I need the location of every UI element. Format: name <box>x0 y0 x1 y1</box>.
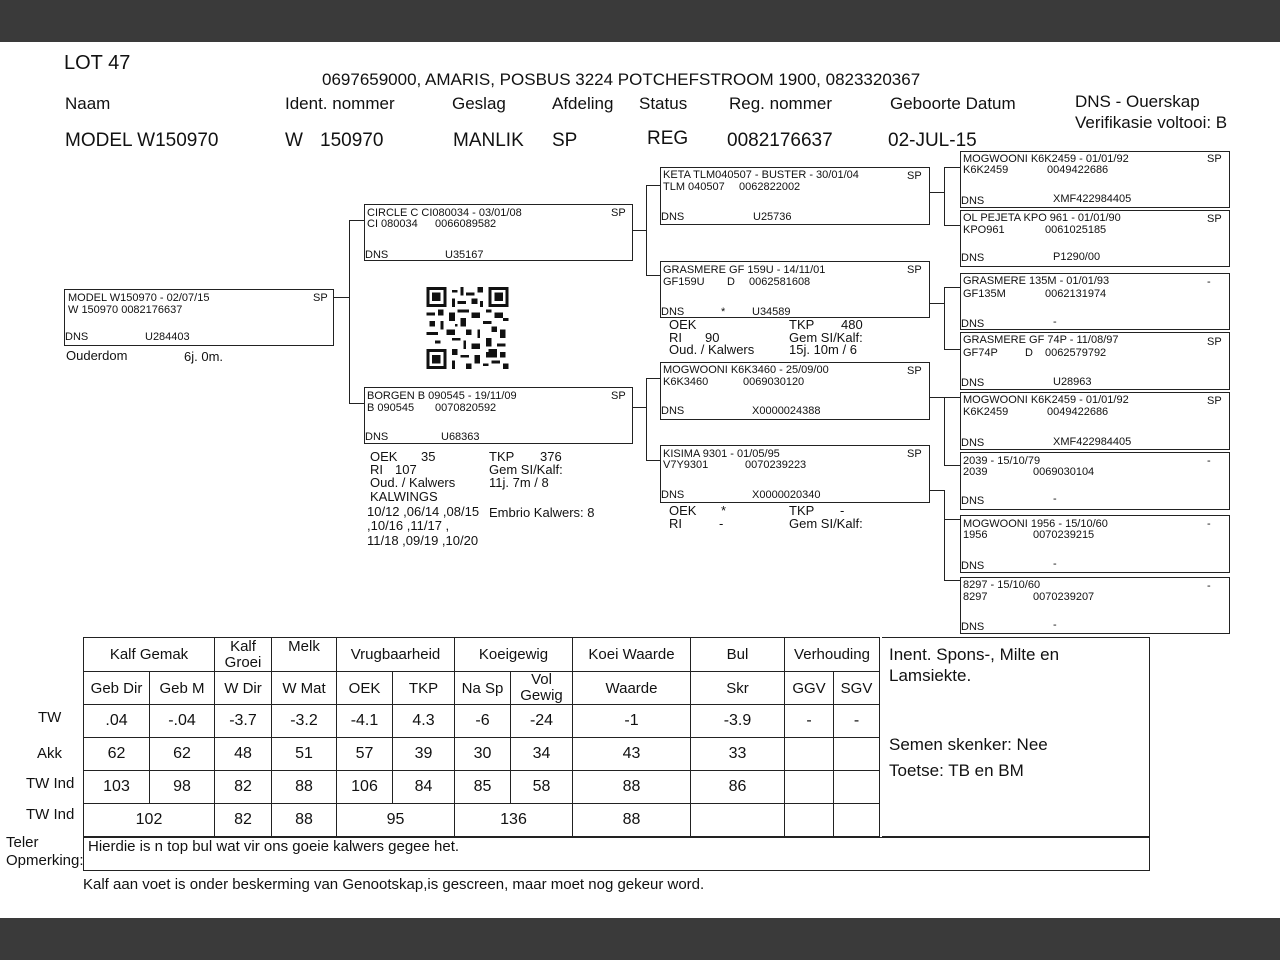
gen2-oek-label: OEK <box>669 317 697 332</box>
gen3-dns: DNS <box>961 318 985 330</box>
twind2-cell <box>834 804 880 837</box>
group-header: Melk <box>272 638 337 672</box>
col-header-line: Vol <box>531 671 552 688</box>
gen3-id: 1956 <box>963 529 988 541</box>
dam-sp: SP <box>611 390 626 402</box>
gen2-dns-code: U25736 <box>753 211 792 223</box>
sire-reg: 0066089582 <box>435 218 497 230</box>
gen3-box <box>960 151 1230 208</box>
group-header-line: Kalf <box>230 637 256 655</box>
akk-cell <box>785 738 834 771</box>
kalwings-line: ,10/16 ,11/17 , <box>367 518 450 533</box>
dam-gem-label: Gem SI/Kalf: <box>489 462 563 477</box>
dam-oud-label: Oud. / Kalwers <box>370 475 456 490</box>
dam-dns: DNS <box>365 431 389 443</box>
tw-cell: -3.9 <box>691 705 785 738</box>
sire-dns-code: U35167 <box>445 249 484 261</box>
col-header: Geb Dir <box>84 672 150 705</box>
tw-cell: .04 <box>84 705 150 738</box>
animal-id: W 150970 0082176637 <box>68 304 183 316</box>
label-status: Status <box>639 94 688 113</box>
dam-tkp-label: TKP <box>489 449 515 464</box>
gen3-reg: 0062579792 <box>1045 347 1107 359</box>
group-header <box>215 638 272 672</box>
gen3-dns-code: - <box>1053 558 1057 570</box>
gen3-sp: SP <box>1207 153 1222 165</box>
twind2-cell <box>691 804 785 837</box>
gen3-sp: - <box>1207 518 1211 530</box>
akk-cell: 43 <box>573 738 691 771</box>
col-header-line: Gewig <box>520 687 563 704</box>
twind-cell: 82 <box>215 771 272 804</box>
twind2-cell: 82 <box>215 804 272 837</box>
label-ident: Ident. nommer <box>285 94 395 113</box>
opmerking-label: Opmerking: <box>6 852 84 869</box>
col-header: Skr <box>691 672 785 705</box>
gen3-title: MOGWOONI K6K2459 - 01/01/92 <box>963 153 1129 165</box>
gen2-oek-label: OEK <box>669 503 697 518</box>
gen3-id: K6K2459 <box>963 406 1009 418</box>
notes-line: Lamsiekte. <box>889 666 972 685</box>
breeding-values-table <box>83 637 880 837</box>
gen3-dns: DNS <box>961 437 985 449</box>
twind2-cell: 95 <box>337 804 455 837</box>
notes-box <box>882 637 1150 837</box>
kalwings-label: KALWINGS <box>370 489 438 504</box>
animal-box <box>64 289 334 346</box>
gen3-reg: 0062131974 <box>1045 288 1107 300</box>
verifikasie: Verifikasie voltooi: B <box>1075 113 1228 132</box>
gen2-id: TLM 040507 <box>663 181 725 193</box>
tw-cell: -6 <box>455 705 511 738</box>
twind-cell: 84 <box>393 771 455 804</box>
gen3-sp: - <box>1207 455 1211 467</box>
row-label-twind: TW Ind <box>26 775 75 792</box>
tw-cell: -24 <box>511 705 573 738</box>
col-header <box>511 672 573 705</box>
tw-cell: -3.7 <box>215 705 272 738</box>
gen3-id: GF135M <box>963 288 1006 300</box>
gen2-id: K6K3460 <box>663 376 709 388</box>
gen3-dns: DNS <box>961 560 985 572</box>
gen3-sp: - <box>1207 580 1211 592</box>
gen2-dns: DNS <box>661 405 685 417</box>
footer-note: Kalf aan voet is onder beskerming van Genootskap,is gescreen, maar moet nog gekeur word. <box>83 876 705 893</box>
group-header: Koeigewig <box>455 638 573 672</box>
gen3-box <box>960 332 1230 390</box>
label-geboorte: Geboorte Datum <box>890 94 1016 113</box>
gen2-tkp-label: TKP <box>789 317 815 332</box>
breeder-line: 0697659000, AMARIS, POSBUS 3224 POTCHEFSTROOM 1900, 0823320367 <box>322 70 921 89</box>
value-afdeling: SP <box>552 130 578 151</box>
ouderdom-label: Ouderdom <box>66 348 128 363</box>
tw-cell: - <box>834 705 880 738</box>
gen2-box <box>660 445 930 503</box>
gen3-dns-code: XMF422984405 <box>1053 193 1132 205</box>
gen2-oud-label: Oud. / Kalwers <box>669 342 755 357</box>
sire-box <box>364 204 633 261</box>
value-geslag: MANLIK <box>453 130 524 151</box>
value-ident: 150970 <box>320 130 384 151</box>
tw-cell: -4.1 <box>337 705 393 738</box>
twind-cell: 88 <box>272 771 337 804</box>
value-naam: MODEL W150970 <box>65 130 219 151</box>
dam-ri-label: RI <box>370 462 383 477</box>
group-header: Verhouding <box>785 638 880 672</box>
label-reg: Reg. nommer <box>729 94 832 113</box>
gen3-reg: 0070239207 <box>1033 591 1095 603</box>
akk-cell: 39 <box>393 738 455 771</box>
gen2-dns-code: U34589 <box>752 306 791 318</box>
twind-cell: 88 <box>573 771 691 804</box>
twind-cell: 85 <box>455 771 511 804</box>
kalwings-line: 11/18 ,09/19 ,10/20 <box>367 533 479 548</box>
gen3-dns-code: U28963 <box>1053 376 1092 388</box>
akk-cell: 30 <box>455 738 511 771</box>
dam-title: BORGEN B 090545 - 19/11/09 <box>367 390 517 402</box>
gen2-gem-label: Gem SI/Kalf: <box>789 516 863 531</box>
group-header: Kalf Gemak <box>84 638 215 672</box>
akk-cell: 34 <box>511 738 573 771</box>
label-geslag: Geslag <box>452 94 506 113</box>
col-header: W Mat <box>272 672 337 705</box>
gen2-dns: DNS <box>661 211 685 223</box>
gen2-tkp: 480 <box>841 317 863 332</box>
dam-id: B 090545 <box>367 402 415 414</box>
animal-dns: DNS <box>65 331 89 343</box>
gen2-star: * <box>721 306 726 318</box>
gen2-oek-star: * <box>721 503 727 518</box>
col-header: TKP <box>393 672 455 705</box>
gen2-dns: DNS <box>661 306 685 318</box>
gen3-box <box>960 577 1230 634</box>
gen2-sp: SP <box>907 448 922 460</box>
gen3-title: OL PEJETA KPO 961 - 01/01/90 <box>963 212 1121 224</box>
gen2-tkp: - <box>840 503 845 518</box>
gen2-dns: DNS <box>661 489 685 501</box>
gen3-id: K6K2459 <box>963 164 1009 176</box>
twind-cell: 58 <box>511 771 573 804</box>
dam-oud: 11j. 7m / 8 <box>489 475 549 490</box>
twind2-cell: 88 <box>573 804 691 837</box>
col-header: GGV <box>785 672 834 705</box>
gen3-dns-code: P1290/00 <box>1053 251 1101 263</box>
row-label-tw: TW <box>38 709 62 726</box>
label-naam: Naam <box>65 94 111 113</box>
gen3-reg: 0070239215 <box>1033 529 1095 541</box>
gen2-reg: 0062581608 <box>749 276 811 288</box>
group-header: Vrugbaarheid <box>337 638 455 672</box>
group-header: Bul <box>691 638 785 672</box>
tw-cell: -.04 <box>150 705 215 738</box>
gen3-reg: 0061025185 <box>1045 224 1107 236</box>
twind2-cell <box>785 804 834 837</box>
akk-cell: 48 <box>215 738 272 771</box>
gen3-dns: DNS <box>961 377 985 389</box>
opmerking-box <box>83 837 1150 871</box>
gen3-sex: D <box>1025 347 1033 359</box>
sire-title: CIRCLE C CI080034 - 03/01/08 <box>367 207 522 219</box>
dam-reg: 0070820592 <box>435 402 497 414</box>
semen-skenker: Semen skenker: Nee <box>889 735 1048 754</box>
ouderdom-value: 6j. 0m. <box>184 349 224 364</box>
value-reg: 0082176637 <box>727 130 833 151</box>
gen3-title: GRASMERE GF 74P - 11/08/97 <box>963 334 1119 346</box>
col-header: SGV <box>834 672 880 705</box>
col-header: Geb M <box>150 672 215 705</box>
gen3-sp: SP <box>1207 336 1222 348</box>
gen3-reg: 0049422686 <box>1047 164 1109 176</box>
akk-cell: 62 <box>84 738 150 771</box>
gen3-sp: SP <box>1207 213 1222 225</box>
dam-oek: 35 <box>421 449 436 464</box>
gen2-dns-code: X0000020340 <box>752 489 821 501</box>
gen3-dns: DNS <box>961 252 985 264</box>
twind2-cell: 88 <box>272 804 337 837</box>
col-header: Na Sp <box>455 672 511 705</box>
twind2-cell: 136 <box>455 804 573 837</box>
twind2-cell: 102 <box>84 804 215 837</box>
row-label-akk: Akk <box>37 745 63 762</box>
dam-oek-label: OEK <box>370 449 398 464</box>
dam-tkp: 376 <box>540 449 562 464</box>
gen3-dns: DNS <box>961 195 985 207</box>
animal-dns-code: U284403 <box>145 331 190 343</box>
gen3-box <box>960 392 1230 450</box>
dam-box <box>364 387 633 444</box>
value-geboorte: 02-JUL-15 <box>888 130 977 151</box>
gen2-reg: 0070239223 <box>745 459 807 471</box>
gen3-dns-code: XMF422984405 <box>1053 436 1132 448</box>
dns-ouerskap: DNS - Ouerskap <box>1075 92 1200 111</box>
notes-line: Inent. Spons-, Milte en <box>889 645 1060 664</box>
qr-code <box>424 287 511 369</box>
gen2-ri: - <box>719 516 724 531</box>
group-header: Koei Waarde <box>573 638 691 672</box>
gen3-title: GRASMERE 135M - 01/01/93 <box>963 275 1110 287</box>
tw-cell: -3.2 <box>272 705 337 738</box>
gen3-title: 2039 - 15/10/79 <box>963 455 1041 467</box>
gen2-ri-label: RI <box>669 330 682 345</box>
gen2-title: MOGWOONI K6K3460 - 25/09/00 <box>663 364 829 376</box>
gen3-sp: - <box>1207 276 1211 288</box>
gen2-sp: SP <box>907 170 922 182</box>
col-header: W Dir <box>215 672 272 705</box>
gen2-title: KISIMA 9301 - 01/05/95 <box>663 448 780 460</box>
embrio-kalwers: Embrio Kalwers: 8 <box>489 505 595 520</box>
akk-cell: 62 <box>150 738 215 771</box>
gen3-dns-code: - <box>1053 316 1057 328</box>
twind-cell <box>834 771 880 804</box>
akk-cell <box>834 738 880 771</box>
gen2-box <box>660 261 930 318</box>
gen3-reg: 0049422686 <box>1047 406 1109 418</box>
sire-id: CI 080034 <box>367 218 418 230</box>
akk-cell: 51 <box>272 738 337 771</box>
sire-dns: DNS <box>365 249 389 261</box>
gen2-reg: 0069030120 <box>743 376 805 388</box>
lot-number: LOT 47 <box>64 52 131 74</box>
twind-cell <box>785 771 834 804</box>
gen3-dns-code: - <box>1053 619 1057 631</box>
tw-cell: -1 <box>573 705 691 738</box>
gen2-reg: 0062822002 <box>739 181 801 193</box>
group-header-line: Groei <box>224 653 262 671</box>
gen2-id: V7Y9301 <box>663 459 709 471</box>
value-ident-prefix: W <box>285 130 303 151</box>
kalwings-line: 10/12 ,06/14 ,08/15 <box>367 504 480 519</box>
gen3-id: 8297 <box>963 591 988 603</box>
gen3-sp: SP <box>1207 395 1222 407</box>
gen3-title: MOGWOONI K6K2459 - 01/01/92 <box>963 394 1129 406</box>
gen2-title: KETA TLM040507 - BUSTER - 30/01/04 <box>663 169 859 181</box>
gen3-dns: DNS <box>961 495 985 507</box>
opmerking-text: Hierdie is n top bul wat vir ons goeie kalwers gegee het. <box>88 838 460 855</box>
tw-cell: - <box>785 705 834 738</box>
dam-ri: 107 <box>395 462 417 477</box>
twind-cell: 106 <box>337 771 393 804</box>
gen2-sp: SP <box>907 365 922 377</box>
gen3-id: 2039 <box>963 466 988 478</box>
dam-dns-code: U68363 <box>441 431 480 443</box>
gen3-id: KPO961 <box>963 224 1005 236</box>
toetse: Toetse: TB en BM <box>889 761 1024 780</box>
gen2-box <box>660 362 930 420</box>
gen2-title: GRASMERE GF 159U - 14/11/01 <box>663 264 826 276</box>
gen2-sex: D <box>727 276 735 288</box>
gen2-sp: SP <box>907 264 922 276</box>
gen2-id: GF159U <box>663 276 705 288</box>
teler-label: Teler <box>6 834 39 851</box>
gen2-ri-label: RI <box>669 516 682 531</box>
gen3-title: MOGWOONI 1956 - 15/10/60 <box>963 518 1108 530</box>
gen3-box <box>960 452 1230 510</box>
twind-cell: 98 <box>150 771 215 804</box>
gen2-ri: 90 <box>705 330 720 345</box>
gen2-box <box>660 167 930 225</box>
gen3-reg: 0069030104 <box>1033 466 1095 478</box>
tw-cell: 4.3 <box>393 705 455 738</box>
gen3-title: 8297 - 15/10/60 <box>963 579 1041 591</box>
akk-cell: 57 <box>337 738 393 771</box>
gen3-box <box>960 515 1230 573</box>
col-header: OEK <box>337 672 393 705</box>
gen2-oud: 15j. 10m / 6 <box>789 342 857 357</box>
gen3-box <box>960 210 1230 267</box>
gen3-dns: DNS <box>961 621 985 633</box>
sire-sp: SP <box>611 207 626 219</box>
twind-cell: 86 <box>691 771 785 804</box>
twind-cell: 103 <box>84 771 150 804</box>
akk-cell: 33 <box>691 738 785 771</box>
animal-title: MODEL W150970 - 02/07/15 <box>68 292 210 304</box>
row-label-twind2: TW Ind <box>26 806 75 823</box>
gen2-gem-label: Gem SI/Kalf: <box>789 330 863 345</box>
animal-sp: SP <box>313 292 328 304</box>
gen2-tkp-label: TKP <box>789 503 815 518</box>
gen3-dns-code: - <box>1053 493 1057 505</box>
value-status: REG <box>647 128 689 149</box>
gen3-id: GF74P <box>963 347 998 359</box>
col-header: Waarde <box>573 672 691 705</box>
gen2-dns-code: X0000024388 <box>752 405 821 417</box>
label-afdeling: Afdeling <box>552 94 614 113</box>
gen3-box <box>960 273 1230 330</box>
